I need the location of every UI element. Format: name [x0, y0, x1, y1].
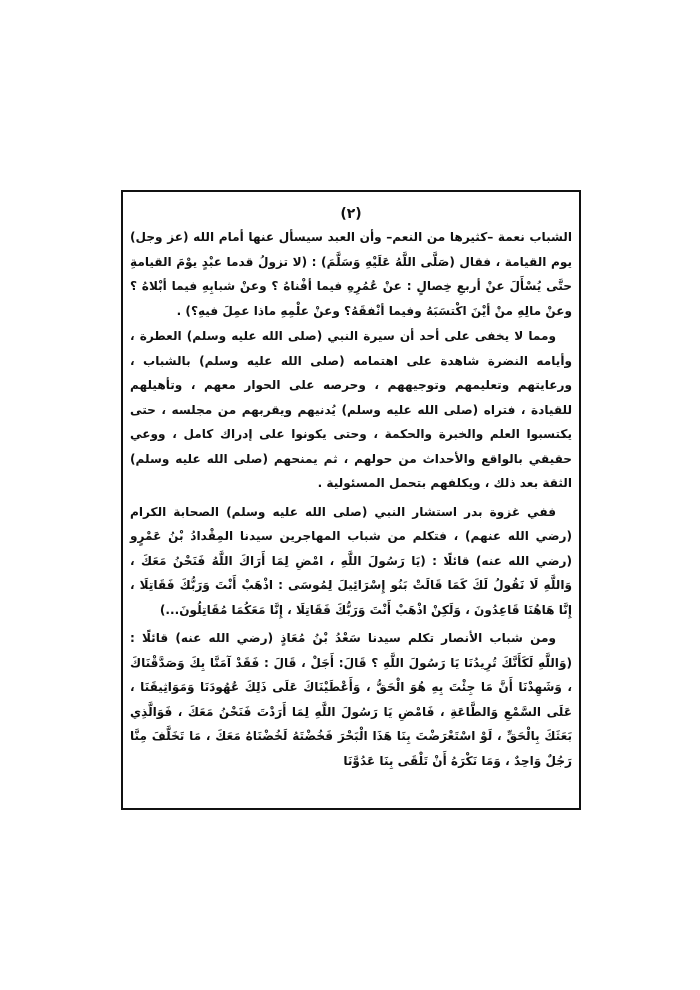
- page-number: (٢): [340, 206, 362, 222]
- paragraph-prophet-care: ومما لا يخفى على أحد أن سيرة النبي (صلى الله عليه وسلم) العطرة ، وأيامه النضرة شاهدة على اهتمامه (صلى الله عليه وسلم) بالشباب ، ورعايتهم وتعليمهم وتوجيههم ، وحرصه على الحوار معهم ، وتأهيلهم للقيادة ، فتراه (صلى الله عليه وسلم) يُدنيهم ويقربهم من مجلسه ، حتى يكتسبوا العلم والخبرة والحكمة ، وحتى يكونوا على إدراك كامل ، ووعي حقيقي بالواقع والأحداث من حولهم ، ثم يمنحهم (صلى الله عليه وسلم) الثقة بعد ذلك ، ويكلفهم بتحمل المسئولية .: [130, 329, 572, 490]
- body-text: [123, 223, 579, 773]
- paragraph-saad-bin-muadh: ومن شباب الأنصار تكلم سيدنا سَعْدُ بْنُ مُعَاذٍ (رضي الله عنه) قائلًا : (وَاللَّهِ لَكَأَنَّكَ تُرِيدُنَا يَا رَسُولَ اللَّهِ ؟ قَالَ: أَجَلْ ، قَالَ : فَقَدْ آمَنَّا بِكَ وَصَدَّقْنَاكَ ، وَشَهِدْنَا أَنَّ مَا جِئْتَ بِهِ هُوَ الْحَقُّ ، وَأَعْطَيْنَاكَ عَلَى ذَلِكَ عُهُودَنَا وَمَوَاثِيقَنَا ، عَلَى السَّمْعِ وَالطَّاعَةِ ، فَامْضِ يَا رَسُولَ اللَّهِ لِمَا أَرَدْتَ فَنَحْنُ مَعَكَ ، فَوَالَّذِي بَعَثَكَ بِالْحَقِّ ، لَوْ اسْتَعْرَضْتَ بِنَا هَذَا الْبَحْرَ فَخُضْتَهُ لَخُضْنَاهُ مَعَكَ ، مَا تَخَلَّفَ مِنَّا رَجُلٌ وَاحِدٌ ، وَمَا نَكْرَهُ أَنْ تَلْقَى بِنَا عَدُوَّنَا: [130, 631, 572, 768]
- paragraph-badr-miqdad: ففي غزوة بدر استشار النبي (صلى الله عليه وسلم) الصحابة الكرام (رضي الله عنهم) ، فتكلم من شباب المهاجرين سيدنا المِقْدادُ بْنُ عَمْرٍو (رضي الله عنه) قائلًا : (يَا رَسُولَ اللَّهِ ، امْضِ لِمَا أَرَاكَ اللَّهُ فَنَحْنُ مَعَكَ ، وَاللَّهِ لَا نَقُولُ لَكَ كَمَا قَالَتْ بَنُو إِسْرَائِيلَ لِمُوسَى : اذْهَبْ أَنْتَ وَرَبُّكَ فَقَاتِلَا ، إِنَّا هَاهُنَا قَاعِدُونَ ، وَلَكِنْ اذْهَبْ أَنْتَ وَرَبُّكَ فَقَاتِلَا ، إِنَّا مَعَكُمَا مُقَاتِلُونَ...): [130, 504, 572, 617]
- paragraph-youth-blessing: الشباب نعمة –كثيرها من النعم– وأن العبد سيسأل عنها أمام الله (عز وجل) يوم القيامة ، فقال (صَلَّى اللَّهُ عَلَيْهِ وَسَلَّمَ) : (لا تزولُ قدما عبْدٍ يوْمَ القيامةِ حتَّى يُسْأَلَ عنْ أربعِ خِصالٍ : عنْ عُمُرِهِ فيما أفْناهُ ؟ وعنْ شبابِهِ فيما أبْلاهُ ؟ وعنْ مالِهِ منْ أيْنَ اكْتسَبَهُ وفيما أنْفقَهُ؟ وعنْ علْمِهِ ماذا عمِلَ فيهِ؟) .: [130, 230, 572, 318]
- page-frame: [121, 190, 581, 810]
